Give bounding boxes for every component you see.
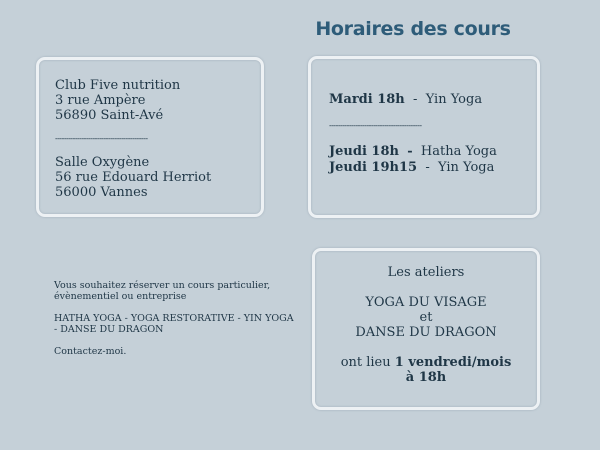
salle-name: Salle Oxygène — [55, 155, 150, 170]
schedule-day-time: Jeudi 19h15 — [329, 160, 418, 175]
contact-text: Contactez-moi. — [54, 346, 127, 357]
workshop-danse-dragon: DANSE DU DRAGON — [355, 325, 497, 340]
disciplines-list: HATHA YOGA - YOGA RESTORATIVE - YIN YOGA - DANSE DU DRAGON — [54, 313, 294, 335]
frequency-prefix: ont lieu — [340, 355, 391, 370]
schedule-item — [329, 92, 537, 108]
address-card — [36, 57, 264, 217]
booking-text: Vous souhaitez réserver un cours particulier, évènementiel ou entreprise — [54, 280, 271, 302]
schedule-dash: - — [425, 160, 430, 175]
schedule-item — [329, 144, 537, 160]
ateliers-frequency — [321, 355, 531, 370]
club-city: 56890 Saint-Avé — [55, 108, 164, 123]
schedule-day-time: Jeudi 18h — [329, 144, 399, 159]
time-bold: à 18h — [405, 370, 447, 385]
schedule-dash: - — [413, 92, 418, 107]
schedule-course: Yin Yoga — [438, 160, 495, 175]
address-separator: ------------------------------------------ — [55, 134, 148, 143]
workshop-yoga-visage: YOGA DU VISAGE — [365, 295, 487, 310]
info-block — [54, 280, 294, 368]
schedule-card — [308, 56, 540, 218]
schedule-course: Yin Yoga — [425, 92, 483, 107]
schedule-item — [329, 160, 537, 176]
workshop-conjunction: et — [419, 310, 433, 325]
frequency-bold: 1 vendredi/mois — [394, 355, 512, 370]
schedule-course: Hatha Yoga — [420, 144, 497, 159]
club-name: Club Five nutrition — [55, 78, 181, 93]
club-street: 3 rue Ampère — [55, 93, 146, 108]
schedule-separator: ------------------------------------------ — [329, 121, 422, 130]
ateliers-heading: Les ateliers — [387, 265, 465, 280]
schedule-day-time: Mardi 18h — [329, 92, 405, 107]
schedule-dash: - — [407, 144, 413, 159]
page-title: Horaires des cours — [315, 18, 511, 40]
salle-street: 56 rue Edouard Herriot — [55, 170, 212, 185]
ateliers-card — [312, 248, 540, 410]
ateliers-time — [321, 370, 531, 385]
salle-city: 56000 Vannes — [55, 185, 148, 200]
